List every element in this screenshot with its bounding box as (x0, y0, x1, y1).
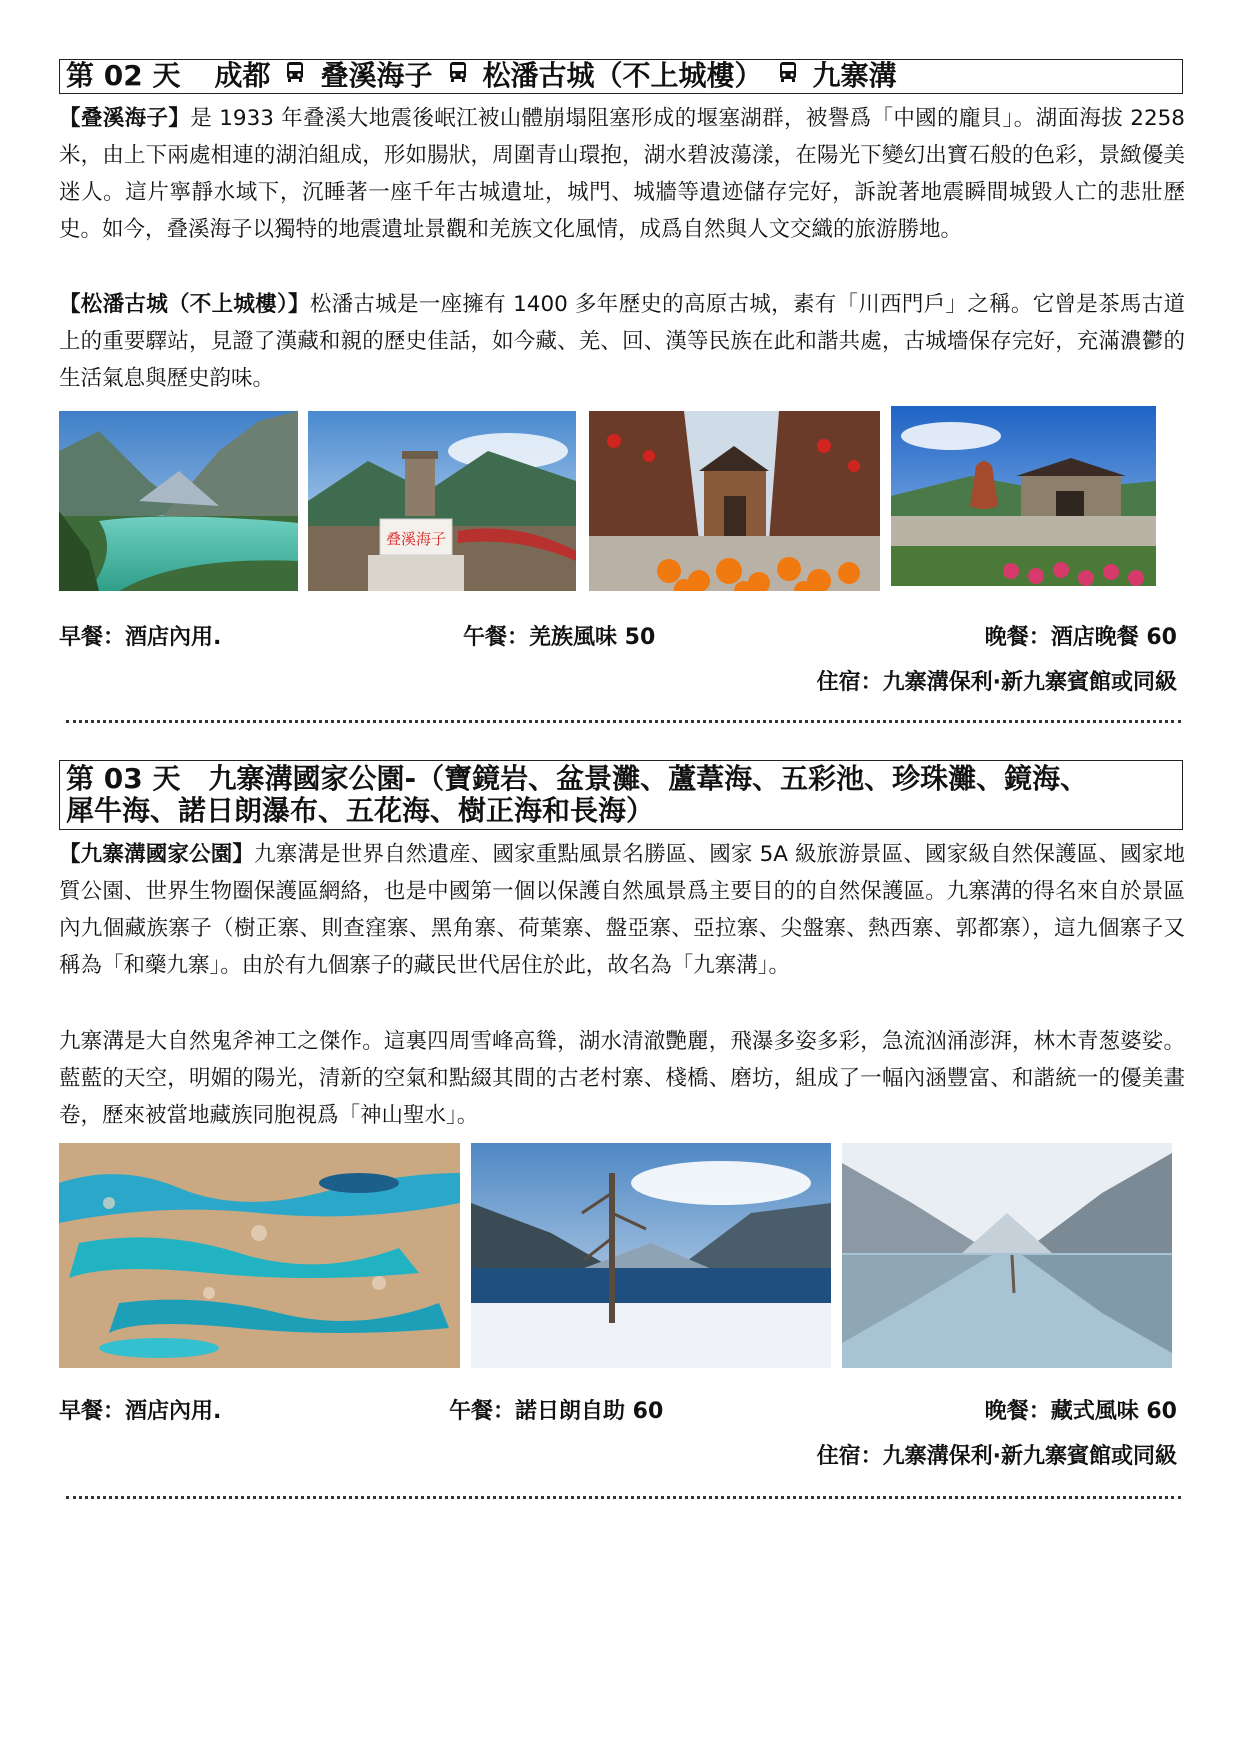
day-02-lunch: 午餐：羌族風味 50 (463, 625, 656, 650)
day-03-dinner: 晚餐：藏式風味 60 (984, 1399, 1177, 1424)
jiuzhaigou-scenery-description (59, 1023, 1185, 1134)
section-divider (66, 720, 1181, 723)
diexi-sign-text: 叠溪海子 (385, 530, 447, 548)
diexi-description (59, 100, 1185, 248)
bus-icon (777, 61, 799, 93)
day-03-lunch: 午餐：諾日朗自助 60 (449, 1399, 664, 1424)
section-divider (66, 1496, 1181, 1499)
stop-songpan: 松潘古城（不上城樓） (482, 59, 763, 92)
songpan-description (59, 286, 1185, 397)
day-03-heading-line2: 犀牛海、諾日朗瀑布、五花海、樹正海和長海） (66, 794, 655, 827)
stop-chengdu: 成都 (214, 59, 271, 92)
bus-icon (284, 61, 306, 93)
diexi-title: 【叠溪海子】 (59, 106, 191, 131)
songpan-street-photo (589, 411, 880, 591)
jiuzhaigou-scenery-text: 九寨溝是大自然鬼斧神工之傑作。這裏四周雪峰高聳，湖水清澈艷麗，飛瀑多姿多彩，急流汹涌澎湃，林木青葱婆娑。藍藍的天空，明媚的陽光，清新的空氣和點綴其間的古老村寨、棧橋、磨坊，組成了一幅內涵豐富、和諧統一的優美畫卷，歷來被當地藏族同胞視爲「神山聖水」。 (59, 1029, 1185, 1128)
jiuzhaigou-text: 九寨溝是世界自然遺産、國家重點風景名勝區、國家 5A 級旅游景區、國家級自然保護區、國家地質公園、世界生物圈保護區網絡，也是中國第一個以保護自然風景爲主要目的的自然保護區。九寨溝的得名來自於景區內九個藏族寨子（樹正寨、則查窪寨、黑角寨、荷葉寨、盤亞寨、亞拉寨、尖盤寨、熱西寨、郭都寨），這九個寨子又稱為「和藥九寨」。由於有九個寨子的藏民世代居住於此，故名為「九寨溝」。 (59, 842, 1185, 978)
day-02-breakfast: 早餐：酒店內用. (59, 625, 222, 650)
jiuzhaigou-description (59, 836, 1185, 984)
colorful-pools-aerial-photo (59, 1143, 460, 1368)
bus-icon (447, 61, 469, 93)
songpan-text: 松潘古城是一座擁有 1400 多年歷史的高原古城，素有「川西門戶」之稱。它曾是茶馬古道上的重要驛站，見證了漢藏和親的歷史佳話，如今藏、羌、回、漢等民族在此和諧共處，古城墻保存完好，充滿濃鬱的生活氣息與歷史韵味。 (59, 292, 1185, 391)
snowy-lake-tree-photo (471, 1143, 831, 1368)
day-02-heading (59, 59, 1183, 94)
songpan-gate-photo (891, 406, 1156, 586)
day-03-heading (59, 760, 1183, 830)
jiuzhaigou-title: 【九寨溝國家公園】 (59, 842, 255, 867)
day-03-heading-line1: 第 03 天 九寨溝國家公園-（寶鏡岩、盆景灘、蘆葦海、五彩池、珍珠灘、鏡海、 (66, 762, 1089, 795)
stop-jiuzhaigou: 九寨溝 (812, 59, 897, 92)
diexi-text: 是 1933 年叠溪大地震後岷江被山體崩塌阻塞形成的堰塞湖群，被譽爲「中國的龐貝」。湖面海拔 2258 米，由上下兩處相連的湖泊組成，形如腸狀，周圍青山環抱，湖水碧波蕩漾，在陽光下變幻出寶石般的色彩，景緻優美迷人。這片寧靜水域下，沉睡著一座千年古城遺址，城門、城牆等遺迹儲存完好，訴說著地震瞬間城毀人亡的悲壯歷史。如今，叠溪海子以獨特的地震遺址景觀和羌族文化風情，成爲自然與人文交織的旅游勝地。 (59, 106, 1185, 242)
day-03-breakfast: 早餐：酒店內用. (59, 1399, 222, 1424)
day-02-dinner: 晚餐：酒店晚餐 60 (984, 625, 1177, 650)
mirror-lake-reflection-photo (842, 1143, 1172, 1368)
day-02-lodging: 住宿：九寨溝保利·新九寨賓館或同級 (816, 670, 1177, 695)
day-02-label: 第 02 天 (66, 59, 181, 92)
diexi-lake-valley-photo (59, 411, 298, 591)
songpan-title: 【松潘古城（不上城樓）】 (59, 292, 310, 317)
diexi-monument-photo (308, 411, 576, 591)
day-03-lodging: 住宿：九寨溝保利·新九寨賓館或同級 (816, 1444, 1177, 1469)
stop-diexi: 叠溪海子 (320, 59, 433, 92)
